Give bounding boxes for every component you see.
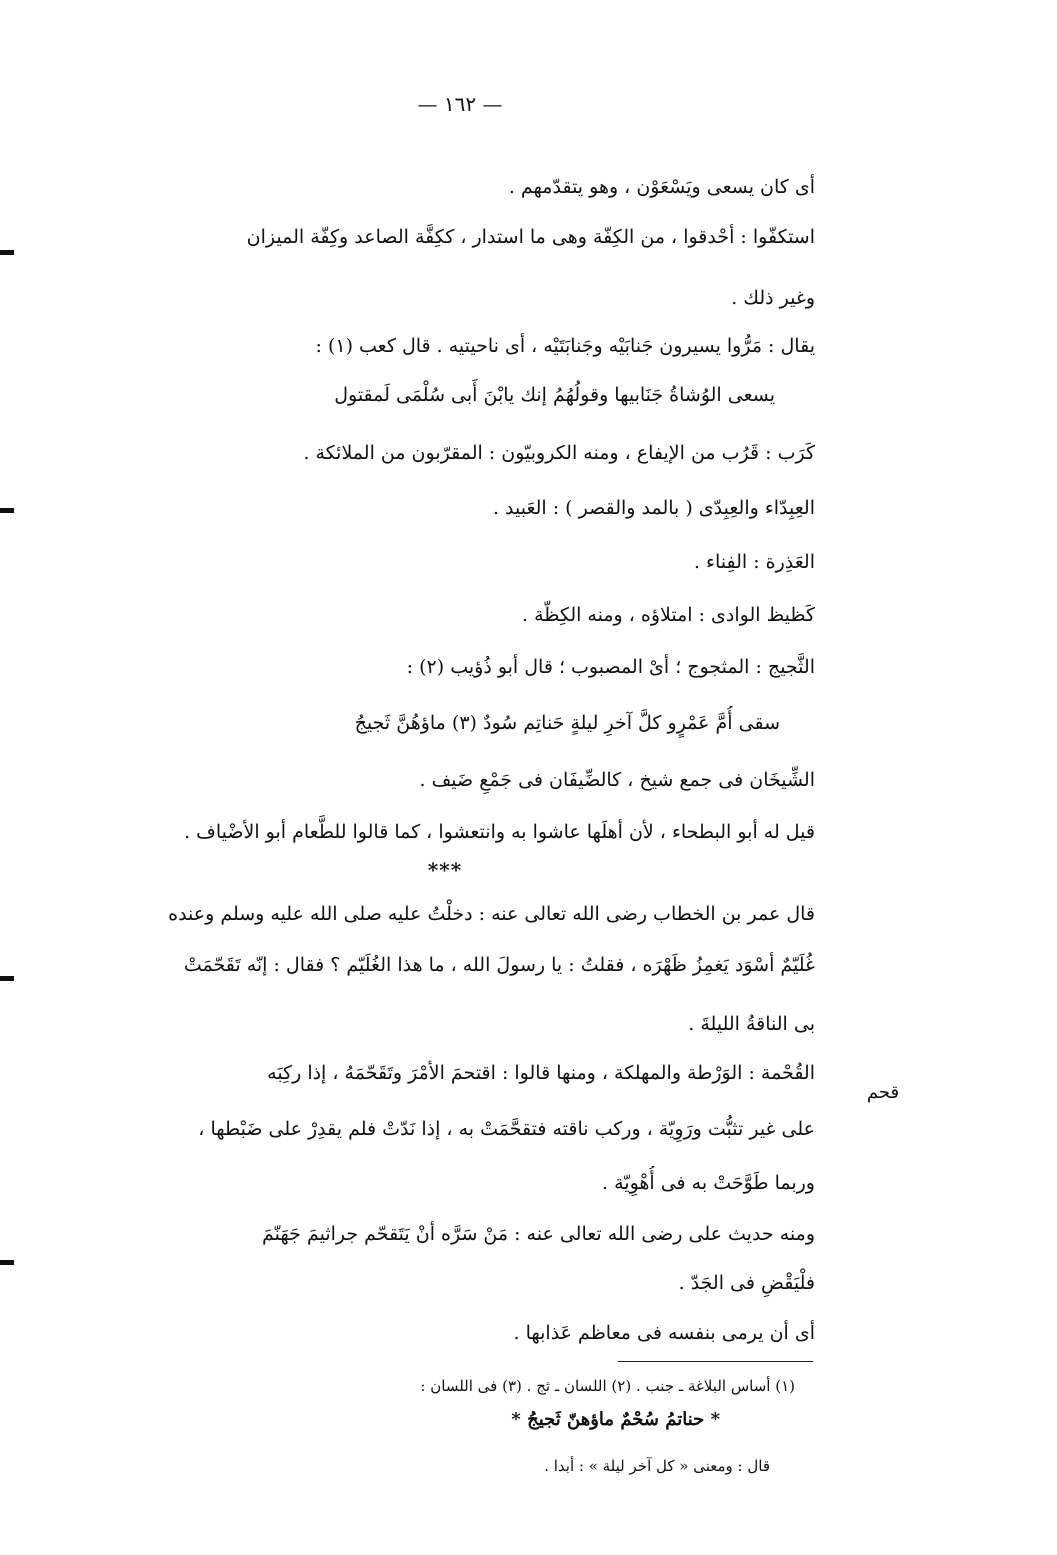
footnote-rule [618,1361,813,1362]
text-line: غُلَيّمٌ أسْوَد يَغمِزُ ظَهْرَه ، فقلتُ : يا رسولَ الله ، ما هذا الغُلَيّم ؟ فقال : إنّه تَقَحّمَتْ [183,954,815,976]
scan-mark [0,976,14,981]
text-line: كَرَب : قَرُب من الإيفاع ، ومنه الكروبيّون : المقرّبون من الملائكة . [303,442,815,464]
text-line: وربما طَوَّحَتْ به فى أُهْوِيّة . [602,1172,815,1194]
scan-mark [0,508,14,513]
text-line: كَظيظ الوادى : امتلاؤه ، ومنه الكِظّة . [521,604,815,626]
text-line: استكفّوا : أحْدقوا ، من الكِفّة وهى ما استدار ، ككِفَّة الصاعد وكِفّة الميزان [246,226,815,248]
text-line: الشِّيخَان فى جمع شيخ ، كالضِّيفَان فى جَمْعِ ضَيف . [419,769,815,791]
text-line: العِبِدّاء والعِبِدّى ( بالمد والقصر ) : العَبيد . [492,497,815,519]
section-separator: *** [427,858,463,882]
footnote-verse: * حناتمُ سُحْمٌ ماؤهنّ ثَجيجُ * [511,1409,720,1430]
text-line: قال عمر بن الخطاب رضى الله تعالى عنه : دخلْتُ عليه صلى الله عليه وسلم وعنده [168,903,815,925]
text-line: على غير تثبُّت ورَوِيّة ، وركب ناقته فتقحَّمَتْ به ، إذا نَدّتْ فلم يقدِرْ على ضَبْطها ، [198,1118,815,1140]
scan-mark [0,1260,14,1265]
text-line: القُحْمة : الوَرْطة والمهلكة ، ومنها قالوا : اقتحمَ الأمْرَ وتَقَحّمَهُ ، إذا ركِبَه [267,1062,815,1084]
verse-line: سقى أُمَّ عَمْرٍو كلَّ آخرِ ليلةٍ حَناتِم سُودٌ (٣) ماؤهُنَّ ثَجيجُ [354,712,780,734]
text-line: فلْيَقْضِ فى الجَدّ . [678,1272,815,1294]
text-line: يقال : مَرُّوا يسيرون جَنابَيْه وجَنابَتَيْه ، أى ناحيتيه . قال كعب (١) : [315,335,815,357]
verse-line: يسعى الوُشاةُ جَنَابيها وقولُهُمُ إنك يابْنَ أَبى سُلْمَى لَمقتول [334,384,775,406]
text-line: وغير ذلك . [731,287,815,309]
text-line: العَذِرة : الفِناء . [693,551,815,573]
text-line: ومنه حديث على رضى الله تعالى عنه : مَنْ سَرَّه أنْ يَتَقحّم جراثيمَ جَهَنّمَ [262,1223,815,1245]
scan-mark [0,250,14,255]
footnote-line: قال : ومعنى « كل آخر ليلة » : أبدا . [544,1457,770,1475]
margin-note: قحم [866,1082,900,1103]
text-line: الثَّجيج : المثجوج ؛ أىْ المصبوب ؛ قال أبو ذُؤيب (٢) : [406,656,815,678]
text-line: قيل له أبو البطحاء ، لأن أهلَها عاشوا به وانتعشوا ، كما قالوا للطَّعام أبو الأضْياف . [184,821,815,843]
text-line: أى أن يرمى بنفسه فى معاظم عَذابها . [513,1322,815,1344]
page-number: — ١٦٢ — [417,92,503,116]
text-line: أى كان يسعى ويَسْعَوْن ، وهو يتقدّمهم . [508,176,815,198]
text-line: بى الناقةُ الليلةَ . [688,1013,815,1035]
footnote-line: (١) أساس البلاغة ـ جنب . (٢) اللسان ـ ثج . (٣) فى اللسان : [420,1377,795,1395]
